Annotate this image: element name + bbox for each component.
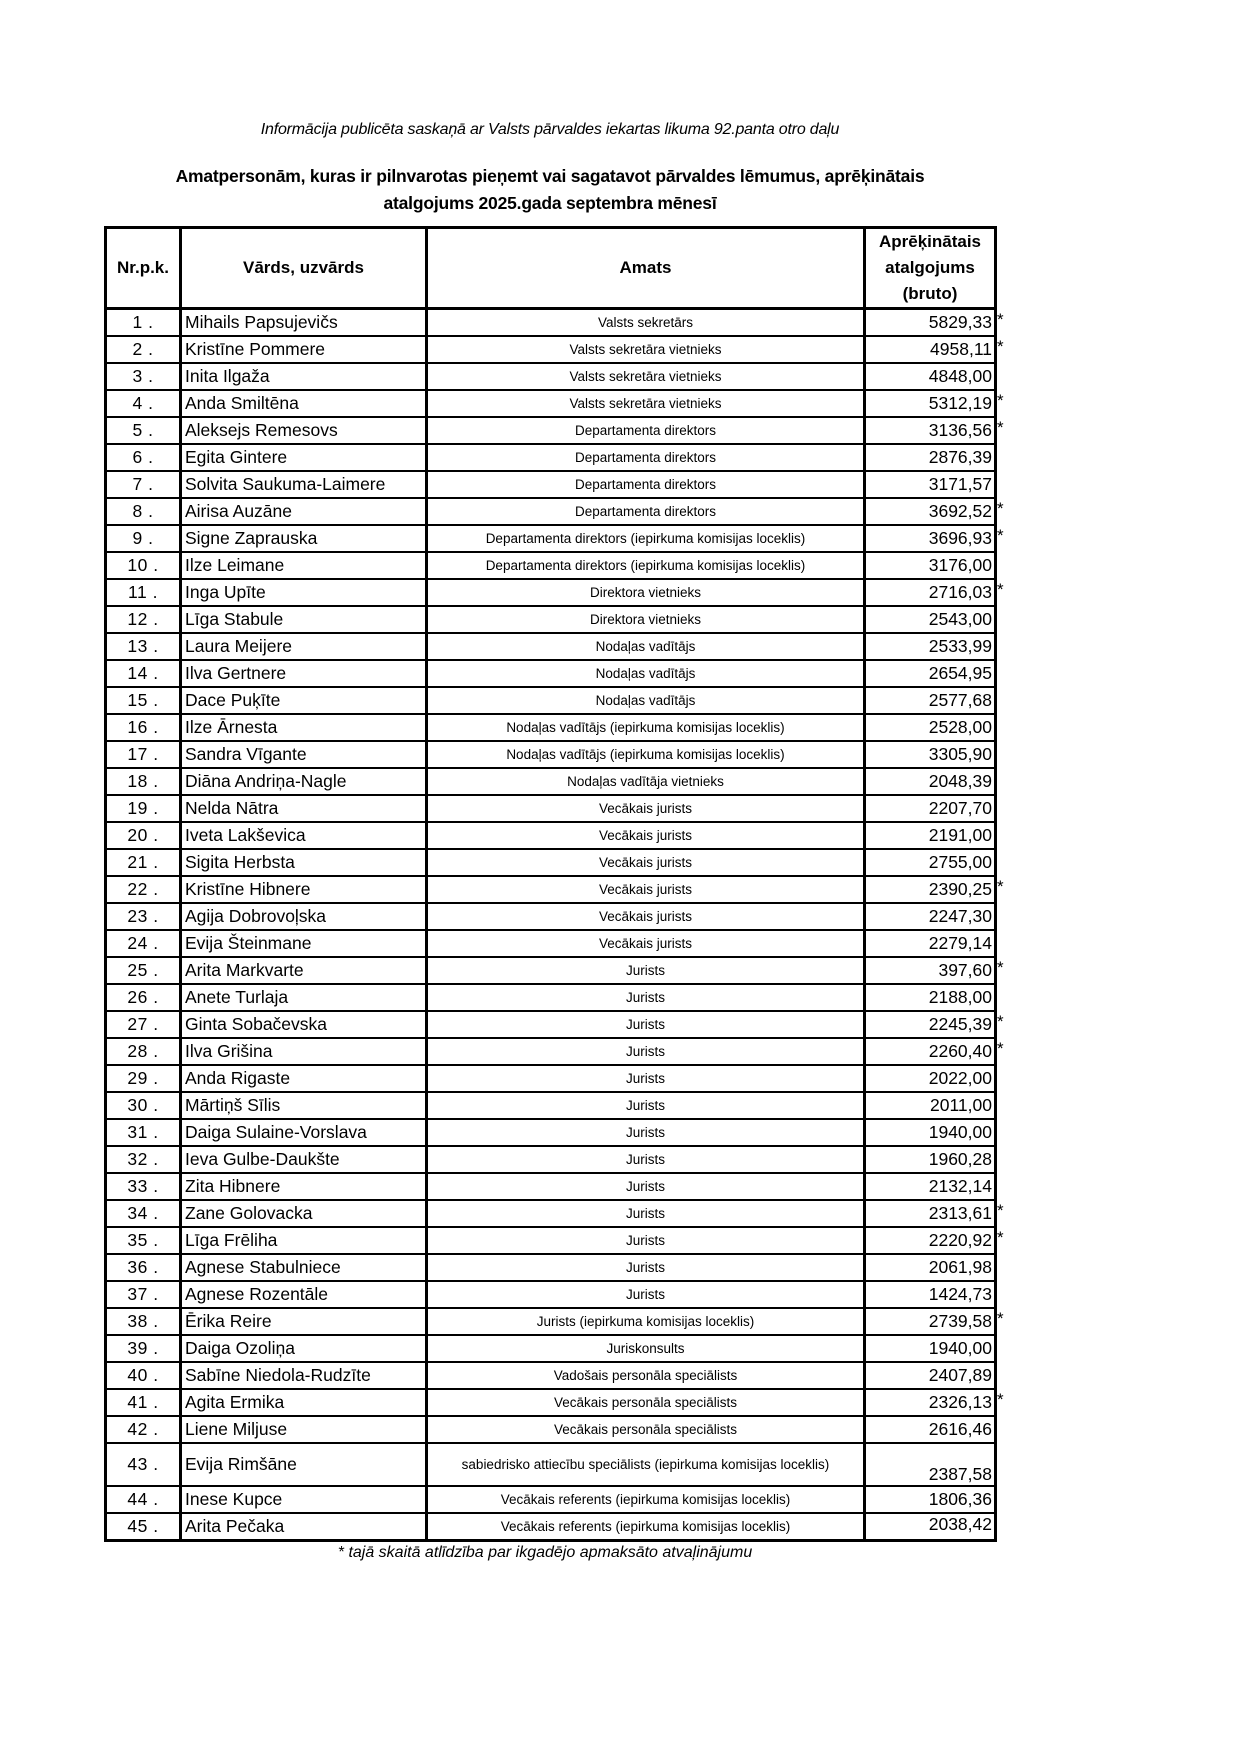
row-name: Kristīne Pommere (181, 336, 427, 363)
row-salary: 2739,58 (865, 1308, 996, 1335)
row-position: Jurists (427, 1119, 865, 1146)
row-name: Ginta Sobačevska (181, 1011, 427, 1038)
row-number: 31 . (106, 1119, 181, 1146)
row-name: Inga Upīte (181, 579, 427, 606)
row-salary: 2387,58 (865, 1443, 996, 1486)
row-position: Vecākais jurists (427, 822, 865, 849)
row-position: Valsts sekretāra vietnieks (427, 336, 865, 363)
row-position: Jurists (427, 1281, 865, 1308)
row-number: 41 . (106, 1389, 181, 1416)
row-salary: 2038,42 (865, 1513, 996, 1541)
row-name: Līga Frēliha (181, 1227, 427, 1254)
row-salary: 2876,39 (865, 444, 996, 471)
row-number: 42 . (106, 1416, 181, 1443)
row-number: 10 . (106, 552, 181, 579)
row-number: 18 . (106, 768, 181, 795)
row-number: 45 . (127, 1516, 159, 1536)
table-body (106, 309, 996, 1541)
table-row (106, 1119, 996, 1146)
table-row (106, 633, 996, 660)
row-salary: 3176,00 (865, 552, 996, 579)
row-name: Daiga Sulaine-Vorslava (181, 1119, 427, 1146)
table-row (106, 1146, 996, 1173)
row-number: 26 . (106, 984, 181, 1011)
row-number: 32 . (106, 1146, 181, 1173)
table-row (106, 903, 996, 930)
row-name: Iveta Lakševica (181, 822, 427, 849)
row-salary: 2654,95 (865, 660, 996, 687)
table-row (106, 552, 996, 579)
row-name: Mārtiņš Sīlis (181, 1092, 427, 1119)
row-number: 35 . (106, 1227, 181, 1254)
row-salary: 1960,28 (865, 1146, 996, 1173)
row-number: 25 . (106, 957, 181, 984)
table-row (106, 849, 996, 876)
row-number: 2 . (106, 336, 181, 363)
footnote-asterisk: * (997, 1390, 1004, 1409)
row-salary: 2191,00 (865, 822, 996, 849)
row-number: 7 . (106, 471, 181, 498)
table-row (106, 1389, 996, 1416)
row-name: Evija Šteinmane (181, 930, 427, 957)
row-number: 33 . (106, 1173, 181, 1200)
row-salary: 2022,00 (865, 1065, 996, 1092)
publication-note: Informācija publicēta saskaņā ar Valsts pārvaldes iekartas likuma 92.panta otro daļu (260, 121, 840, 138)
row-number: 12 . (106, 606, 181, 633)
row-name: Zita Hibnere (181, 1173, 427, 1200)
row-number: 14 . (106, 660, 181, 687)
table-row (106, 660, 996, 687)
row-name: Ieva Gulbe-Daukšte (181, 1146, 427, 1173)
row-position: Jurists (427, 1227, 865, 1254)
table-row (106, 768, 996, 795)
row-salary: 2577,68 (865, 687, 996, 714)
row-position: Nodaļas vadītājs (427, 687, 865, 714)
table-row (106, 390, 996, 417)
row-name: Diāna Andriņa-Nagle (181, 768, 427, 795)
row-name: Agnese Rozentāle (181, 1281, 427, 1308)
row-number: 37 . (106, 1281, 181, 1308)
table-row (106, 1362, 996, 1389)
row-position: Vecākais jurists (427, 903, 865, 930)
row-salary: 1424,73 (865, 1281, 996, 1308)
row-number: 13 . (106, 633, 181, 660)
footnote-asterisk: * (997, 877, 1004, 896)
row-salary: 2220,92 (865, 1227, 996, 1254)
row-number: 11 . (106, 579, 181, 606)
row-position: Jurists (427, 1254, 865, 1281)
footnote-asterisk: * (997, 418, 1004, 437)
row-salary: 2528,00 (865, 714, 996, 741)
row-number: 1 . (106, 309, 181, 337)
footnote-asterisk: * (997, 1201, 1004, 1220)
row-number: 29 . (106, 1065, 181, 1092)
table-row (106, 1011, 996, 1038)
row-position: Vecākais personāla speciālists (427, 1416, 865, 1443)
row-salary: 1940,00 (865, 1335, 996, 1362)
table-row (106, 336, 996, 363)
footnote-asterisk: * (997, 1039, 1004, 1058)
row-name: Ilze Leimane (181, 552, 427, 579)
row-position: Nodaļas vadītājs (427, 660, 865, 687)
footnote-asterisk: * (997, 1012, 1004, 1031)
row-number: 8 . (106, 498, 181, 525)
row-salary: 397,60 (865, 957, 996, 984)
row-position: Nodaļas vadītājs (427, 633, 865, 660)
salary-table (104, 226, 997, 1542)
row-salary: 2260,40 (865, 1038, 996, 1065)
row-name: Mihails Papsujevičs (181, 309, 427, 337)
row-salary: 1940,00 (865, 1119, 996, 1146)
table-row (106, 1308, 996, 1335)
row-name: Liene Miljuse (181, 1416, 427, 1443)
row-name: Nelda Nātra (181, 795, 427, 822)
table-row (106, 525, 996, 552)
row-position: Jurists (427, 1011, 865, 1038)
footnote-asterisk: * (997, 580, 1004, 599)
row-position: Vecākais jurists (427, 849, 865, 876)
row-position: Direktora vietnieks (427, 579, 865, 606)
table-row (106, 1416, 996, 1443)
row-name: Signe Zaprauska (181, 525, 427, 552)
row-name: Anda Rigaste (181, 1065, 427, 1092)
row-salary: 4958,11 (865, 336, 996, 363)
row-salary: 2390,25 (865, 876, 996, 903)
row-number: 36 . (106, 1254, 181, 1281)
row-number: 6 . (106, 444, 181, 471)
row-salary: 3136,56 (865, 417, 996, 444)
row-number: 39 . (106, 1335, 181, 1362)
row-position: Departamenta direktors (427, 417, 865, 444)
row-salary: 4848,00 (865, 363, 996, 390)
row-salary: 2048,39 (865, 768, 996, 795)
table-row (106, 1173, 996, 1200)
footnote-asterisk: * (997, 526, 1004, 545)
row-salary: 2616,46 (865, 1416, 996, 1443)
row-name: Agija Dobrovoļska (181, 903, 427, 930)
row-number: 28 . (106, 1038, 181, 1065)
table-row (106, 1038, 996, 1065)
row-number: 24 . (106, 930, 181, 957)
table-row (106, 984, 996, 1011)
row-position: Direktora vietnieks (427, 606, 865, 633)
row-number: 38 . (106, 1308, 181, 1335)
row-position: Valsts sekretārs (427, 309, 865, 337)
footnote-asterisk: * (997, 337, 1004, 356)
row-salary: 3696,93 (865, 525, 996, 552)
table-row (106, 1200, 996, 1227)
row-number: 27 . (106, 1011, 181, 1038)
row-name: Daiga Ozoliņa (181, 1335, 427, 1362)
row-name: Anete Turlaja (181, 984, 427, 1011)
table-row (106, 606, 996, 633)
row-salary: 3171,57 (865, 471, 996, 498)
row-name: Arita Markvarte (181, 957, 427, 984)
footnote-asterisk: * (997, 499, 1004, 518)
table-row (106, 1227, 996, 1254)
footnote-asterisk: * (997, 1309, 1004, 1328)
row-name: Solvita Saukuma-Laimere (181, 471, 427, 498)
row-name: Sigita Herbsta (181, 849, 427, 876)
row-position: Nodaļas vadītājs (iepirkuma komisijas loceklis) (427, 741, 865, 768)
row-number: 40 . (106, 1362, 181, 1389)
table-row (106, 714, 996, 741)
row-position: Nodaļas vadītājs (iepirkuma komisijas loceklis) (427, 714, 865, 741)
row-name: Agnese Stabulniece (181, 1254, 427, 1281)
row-position: Departamenta direktors (427, 471, 865, 498)
table-row (106, 1254, 996, 1281)
row-salary: 5829,33 (865, 309, 996, 337)
row-number: 34 . (106, 1200, 181, 1227)
table-row (106, 498, 996, 525)
row-position: Vecākais jurists (427, 876, 865, 903)
row-position: Jurists (427, 1065, 865, 1092)
row-salary: 2245,39 (865, 1011, 996, 1038)
row-position: Juriskonsults (427, 1335, 865, 1362)
row-name: Arita Pečaka (181, 1513, 427, 1541)
footnote-asterisk: * (997, 1228, 1004, 1247)
row-number: 5 . (106, 417, 181, 444)
row-number: 30 . (106, 1092, 181, 1119)
row-name: Kristīne Hibnere (181, 876, 427, 903)
row-salary: 2188,00 (865, 984, 996, 1011)
table-header-row (106, 228, 996, 309)
table-row (106, 363, 996, 390)
row-position: Jurists (427, 1092, 865, 1119)
row-number: 4 . (106, 390, 181, 417)
row-position: Jurists (427, 1146, 865, 1173)
row-position: Valsts sekretāra vietnieks (427, 390, 865, 417)
table-row (106, 1335, 996, 1362)
row-name: Inese Kupce (181, 1486, 427, 1513)
row-salary: 2716,03 (865, 579, 996, 606)
row-position: Departamenta direktors (iepirkuma komisijas loceklis) (427, 552, 865, 579)
table-row (106, 822, 996, 849)
row-number: 22 . (106, 876, 181, 903)
row-number: 17 . (106, 741, 181, 768)
table-row (106, 930, 996, 957)
row-number: 15 . (106, 687, 181, 714)
row-salary: 5312,19 (865, 390, 996, 417)
column-header-name: Vārds, uzvārds (181, 228, 427, 309)
row-name: Līga Stabule (181, 606, 427, 633)
table-row (106, 795, 996, 822)
table-row (106, 1092, 996, 1119)
row-position: Vecākais jurists (427, 930, 865, 957)
row-salary: 2279,14 (865, 930, 996, 957)
row-salary: 3305,90 (865, 741, 996, 768)
row-number: 19 . (106, 795, 181, 822)
row-position: Jurists (427, 1200, 865, 1227)
row-name: Ērika Reire (181, 1308, 427, 1335)
row-salary: 2247,30 (865, 903, 996, 930)
row-number: 16 . (106, 714, 181, 741)
row-name: Egita Gintere (181, 444, 427, 471)
row-name: Inita Ilgaža (181, 363, 427, 390)
footnote-asterisk: * (997, 958, 1004, 977)
row-salary: 2207,70 (865, 795, 996, 822)
footnote: * tajā skaitā atlīdzība par ikgadējo apmaksāto atvaļinājumu (337, 1544, 753, 1561)
row-number: 23 . (106, 903, 181, 930)
column-header-salary: Aprēķinātais atalgojums (bruto) (865, 228, 996, 309)
row-position: Departamenta direktors (427, 444, 865, 471)
row-salary: 1806,36 (865, 1486, 996, 1513)
row-name: Anda Smiltēna (181, 390, 427, 417)
row-position: sabiedrisko attiecību speciālists (iepirkuma komisijas loceklis) (427, 1443, 865, 1486)
row-name: Airisa Auzāne (181, 498, 427, 525)
row-number: 44 . (106, 1486, 181, 1513)
row-position: Vecākais referents (iepirkuma komisijas loceklis) (427, 1513, 865, 1541)
row-name: Agita Ermika (181, 1389, 427, 1416)
row-salary: 2326,13 (865, 1389, 996, 1416)
row-salary: 2543,00 (865, 606, 996, 633)
row-position: Vadošais personāla speciālists (427, 1362, 865, 1389)
table-row (106, 444, 996, 471)
table-row (106, 1065, 996, 1092)
table-row (106, 417, 996, 444)
row-number: 9 . (106, 525, 181, 552)
row-number: 3 . (106, 363, 181, 390)
column-header-position: Amats (427, 228, 865, 309)
row-salary: 2132,14 (865, 1173, 996, 1200)
row-name: Ilva Gertnere (181, 660, 427, 687)
row-salary: 2061,98 (865, 1254, 996, 1281)
row-salary: 2407,89 (865, 1362, 996, 1389)
row-name: Zane Golovacka (181, 1200, 427, 1227)
row-number: 21 . (106, 849, 181, 876)
row-name: Laura Meijere (181, 633, 427, 660)
table-row (106, 1513, 996, 1541)
row-name: Ilze Ārnesta (181, 714, 427, 741)
row-position: Jurists (427, 984, 865, 1011)
table-row (106, 876, 996, 903)
row-salary: 2011,00 (865, 1092, 996, 1119)
row-name: Dace Puķīte (181, 687, 427, 714)
table-row (106, 687, 996, 714)
document-title-line-1: Amatpersonām, kuras ir pilnvarotas pieņemt vai sagatavot pārvaldes lēmumus, aprēķinātais (175, 166, 925, 186)
row-position: Jurists (427, 1173, 865, 1200)
row-position: Departamenta direktors (427, 498, 865, 525)
column-header-nr: Nr.p.k. (106, 228, 181, 309)
table-row (106, 741, 996, 768)
row-position: Departamenta direktors (iepirkuma komisijas loceklis) (427, 525, 865, 552)
row-position: Nodaļas vadītāja vietnieks (427, 768, 865, 795)
row-name: Evija Rimšāne (181, 1443, 427, 1486)
row-number: 43 . (106, 1443, 181, 1486)
row-name: Ilva Grišina (181, 1038, 427, 1065)
row-position: Jurists (427, 957, 865, 984)
document-title (130, 163, 970, 217)
row-position: Vecākais jurists (427, 795, 865, 822)
row-number: 20 . (106, 822, 181, 849)
table-row (106, 579, 996, 606)
row-salary: 2755,00 (865, 849, 996, 876)
row-salary: 3692,52 (865, 498, 996, 525)
footnote-asterisk: * (997, 309, 1004, 329)
row-position: Vecākais referents (iepirkuma komisijas loceklis) (427, 1486, 865, 1513)
table-row (106, 471, 996, 498)
row-name: Sandra Vīgante (181, 741, 427, 768)
footnote-asterisk: * (997, 391, 1004, 410)
row-name: Sabīne Niedola-Rudzīte (181, 1362, 427, 1389)
table-row (106, 1281, 996, 1308)
row-name: Aleksejs Remesovs (181, 417, 427, 444)
row-salary: 2313,61 (865, 1200, 996, 1227)
table-row (106, 1443, 996, 1486)
row-salary: 2533,99 (865, 633, 996, 660)
table-row (106, 1486, 996, 1513)
row-position: Valsts sekretāra vietnieks (427, 363, 865, 390)
table-row (106, 309, 996, 337)
table-row (106, 957, 996, 984)
row-position: Jurists (iepirkuma komisijas loceklis) (427, 1308, 865, 1335)
document-title-line-2: atalgojums 2025.gada septembra mēnesī (383, 193, 717, 213)
row-position: Jurists (427, 1038, 865, 1065)
row-position: Vecākais personāla speciālists (427, 1389, 865, 1416)
